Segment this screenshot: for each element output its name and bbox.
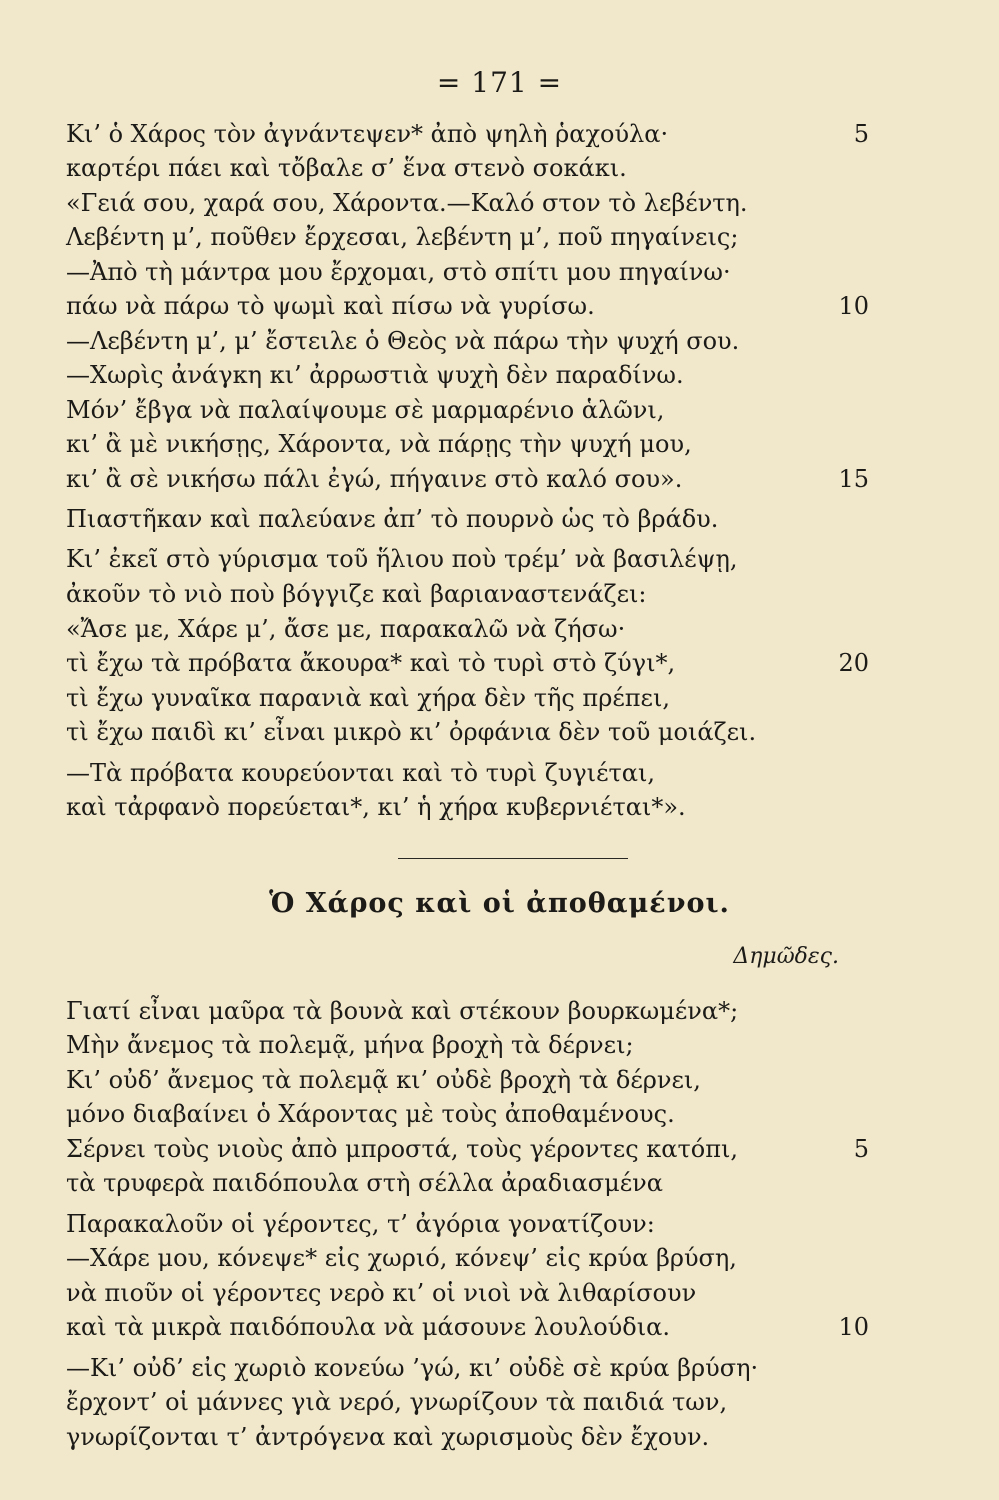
section-divider [398,858,628,859]
verse-line: πάω νὰ πάρω τὸ ψωμὶ καὶ πίσω νὰ γυρίσω. [66,292,595,320]
page-number: = 171 = [436,66,563,99]
verse-line: καὶ τἀρφανὸ πορεύεται*, κι’ ἡ χήρα κυβερνιέται*». [66,793,686,821]
verse-line: Γιατί εἶναι μαῦρα τὰ βουνὰ καὶ στέκουν βουρκωμένα*; [66,997,739,1025]
verse-line: Κι’ ὁ Χάρος τὸν ἀγνάντεψεν* ἀπὸ ψηλὴ ῥαχούλα· [66,120,669,148]
verse-line: νὰ πιοῦν οἱ γέροντες νερὸ κι’ οἱ νιοὶ νὰ λιθαρίσουν [66,1279,697,1307]
poem-2-title: Ὁ Χάρος καὶ οἱ ἀποθαμένοι. [269,888,730,919]
verse-line: καὶ τὰ μικρὰ παιδόπουλα νὰ μάσουνε λουλούδια. [66,1313,670,1341]
verse-line: —Λεβέντη μ’, μ’ ἔστειλε ὁ Θεὸς νὰ πάρω τὴν ψυχή σου. [66,327,740,355]
verse-line: Μόν’ ἔβγα νὰ παλαίψουμε σὲ μαρμαρένιο ἁλῶνι, [66,396,665,424]
verse-line: κι’ ἂ σὲ νικήσω πάλι ἐγώ, πήγαινε στὸ καλό σου». [66,465,683,493]
verse-line: —Ἀπὸ τὴ μάντρα μου ἔρχομαι, στὸ σπίτι μου πηγαίνω· [66,258,731,286]
verse-line: ἀκοῦν τὸ νιὸ ποὺ βόγγιζε καὶ βαριαναστενάζει: [66,580,647,608]
verse-line: Παρακαλοῦν οἱ γέροντες, τ’ ἀγόρια γονατίζουν: [66,1210,655,1238]
verse-line: —Χωρὶς ἀνάγκη κι’ ἀρρωστιὰ ψυχὴ δὲν παραδίνω. [66,361,684,389]
verse-line: Πιαστῆκαν καὶ παλεύανε ἀπ’ τὸ πουρνὸ ὡς τὸ βράδυ. [66,505,719,533]
verse-line: τὶ ἔχω γυναῖκα παρανιὰ καὶ χήρα δὲν τῆς πρέπει, [66,684,670,712]
verse-line: Λεβέντη μ’, ποῦθεν ἔρχεσαι, λεβέντη μ’, ποῦ πηγαίνεις; [66,223,739,251]
verse-line: κι’ ἂ μὲ νικήσῃς, Χάροντα, νὰ πάρῃς τὴν ψυχή μου, [66,430,692,458]
line-number: 5 [853,120,869,148]
verse-line: τὰ τρυφερὰ παιδόπουλα στὴ σέλλα ἀραδιασμένα [66,1169,663,1197]
verse-line: —Κι’ οὐδ’ εἰς χωριὸ κονεύω ’γώ, κι’ οὐδὲ σὲ κρύα βρύση· [66,1354,759,1382]
verse-line: «Ἄσε με, Χάρε μ’, ἄσε με, παρακαλῶ νὰ ζήσω· [66,615,626,643]
line-number: 5 [853,1135,869,1163]
line-number: 10 [838,1313,869,1341]
verse-line: «Γειά σου, χαρά σου, Χάροντα.—Καλό στον τὸ λεβέντη. [66,189,748,217]
poem-2-attribution: Δημῶδες. [733,944,839,969]
verse-line: ἔρχοντ’ οἱ μάννες γιὰ νερό, γνωρίζουν τὰ παιδιά των, [66,1388,728,1416]
line-number: 10 [838,292,869,320]
verse-line: —Χάρε μου, κόνεψε* εἰς χωριό, κόνεψ’ εἰς κρύα βρύση, [66,1244,737,1272]
verse-line: Μὴν ἄνεμος τὰ πολεμᾷ, μήνα βροχὴ τὰ δέρνει; [66,1031,634,1059]
verse-line: Κι’ ἐκεῖ στὸ γύρισμα τοῦ ἥλιου ποὺ τρέμ’ νὰ βασιλέψῃ, [66,545,738,573]
line-number: 20 [838,649,869,677]
verse-line: Κι’ οὐδ’ ἄνεμος τὰ πολεμᾷ κι’ οὐδὲ βροχὴ τὰ δέρνει, [66,1066,701,1094]
line-number: 15 [838,465,869,493]
verse-line: —Τὰ πρόβατα κουρεύονται καὶ τὸ τυρὶ ζυγιέται, [66,759,656,787]
verse-line: τὶ ἔχω τὰ πρόβατα ἄκουρα* καὶ τὸ τυρὶ στὸ ζύγι*, [66,649,676,677]
verse-line: τὶ ἔχω παιδὶ κι’ εἶναι μικρὸ κι’ ὀρφάνια δὲν τοῦ μοιάζει. [66,718,757,746]
verse-line: καρτέρι πάει καὶ τὄβαλε σ’ ἕνα στενὸ σοκάκι. [66,154,627,182]
verse-line: Σέρνει τοὺς νιοὺς ἀπὸ μπροστά, τοὺς γέροντες κατόπι, [66,1135,739,1163]
verse-line: γνωρίζονται τ’ ἀντρόγενα καὶ χωρισμοὺς δὲν ἔχουν. [66,1423,710,1451]
verse-line: μόνο διαβαίνει ὁ Χάροντας μὲ τοὺς ἀποθαμένους. [66,1100,675,1128]
